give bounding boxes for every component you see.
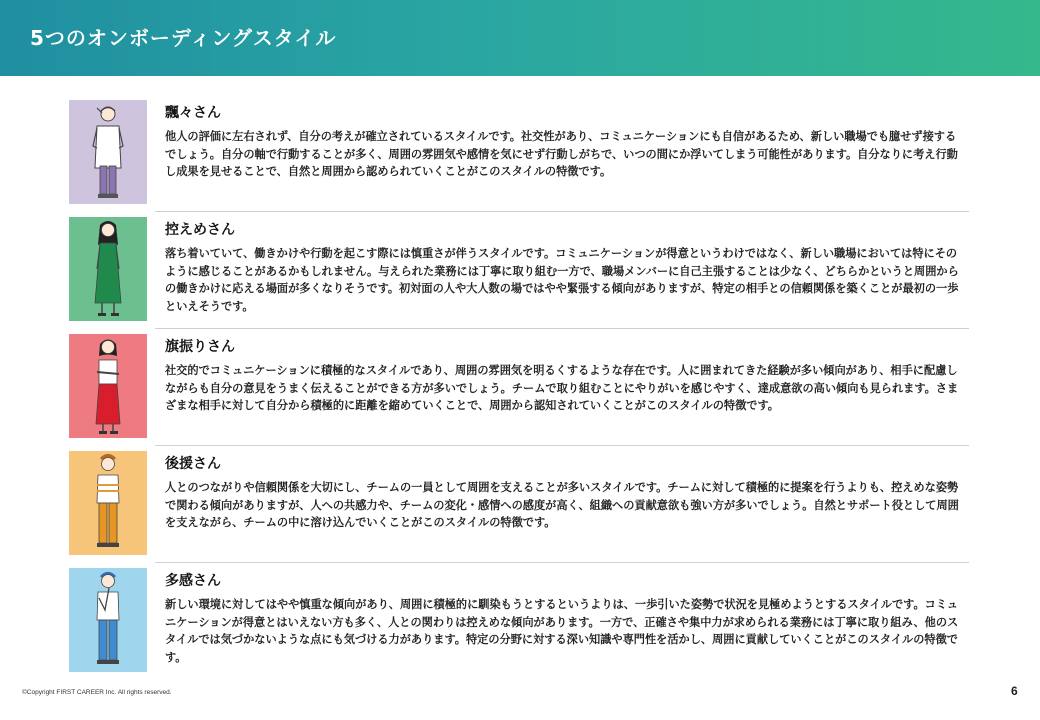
- style-description: 他人の評価に左右されず、自分の考えが確立されているスタイルです。社交性があり、コミュニケーションにも自信があるため、新しい職場でも臆せず接するでしょう。自分の軸で行動することが多く、周囲の雰囲気や感情を気にせず行動しがちで、いつの間にか浮いてしまう可能性があります。自分なりに考え行動し成果を見せることで、自然と周囲から認められていくことがこのスタイルの特徴です。: [165, 130, 958, 178]
- style-name: 控えめさん: [165, 222, 235, 238]
- style-text: [165, 453, 965, 532]
- style-text: [165, 219, 965, 315]
- style-description: 人とのつながりや信頼関係を大切にし、チームの一員として周囲を支えることが多いスタイルです。チームに対して積極的に提案を行うよりも、控えめな姿勢で関わる傾向がありますが、人への共感力や、チームの変化・感情への感度が高く、組織への貢献意欲も強い方が多いでしょう。自然とサポート役として周囲を支えながら、チームの中に溶け込んでいくことがこのスタイルの特徴です。: [165, 481, 959, 529]
- style-item: [69, 568, 969, 674]
- style-description: 社交的でコミュニケーションに積極的なスタイルであり、周囲の雰囲気を明るくするような存在です。人に囲まれてきた経験が多い傾向があり、相手に配慮しながらも自分の意見をうまく伝えることができる方が多いでしょう。チームで取り組むことにやりがいを感じやすく、達成意欲の高い傾向も見られます。さまざまな相手に対して自分から積極的に距離を縮めていくことで、周囲から認知されていくことがこのスタイルの特徴です。: [165, 364, 959, 412]
- person-arms-folded-icon: [69, 451, 147, 555]
- divider: [155, 211, 969, 212]
- divider: [155, 328, 969, 329]
- style-item: [69, 334, 969, 440]
- person-in-dress-icon: [69, 217, 147, 321]
- person-thinking-icon: [69, 568, 147, 672]
- style-name: 多感さん: [165, 573, 221, 589]
- style-text: [165, 570, 965, 666]
- header-bar: [0, 0, 1040, 76]
- style-text: [165, 102, 965, 181]
- style-name: 飄々さん: [165, 105, 221, 121]
- style-item: [69, 100, 969, 206]
- divider: [155, 562, 969, 563]
- page-number: 6: [1011, 684, 1018, 698]
- person-holding-head-icon: [69, 100, 147, 204]
- style-text: [165, 336, 965, 415]
- style-item: [69, 217, 969, 323]
- style-description: 新しい環境に対してはやや慎重な傾向があり、周囲に積極的に馴染もうとするというよりは、一歩引いた姿勢で状況を見極めようとするスタイルです。コミュニケーションが得意とはいえない方も多く、人との関わりは控えめな傾向があります。一方で、正確さや集中力が求められる業務には丁寧に取り組み、他のスタイルでは気づかないような点にも気づける力があります。特定の分野に対する深い知識や専門性を活かし、周囲に貢献していくことがこのスタイルの特徴です。: [165, 598, 959, 664]
- style-name: 旗振りさん: [165, 339, 235, 355]
- person-arms-crossed-icon: [69, 334, 147, 438]
- style-name: 後援さん: [165, 456, 221, 472]
- copyright-text: ©Copyright FIRST CAREER Inc. All rights reserved.: [22, 689, 172, 696]
- page-title: 5つのオンボーディングスタイル: [30, 26, 337, 50]
- style-description: 落ち着いていて、働きかけや行動を起こす際には慎重さが伴うスタイルです。コミュニケーションが得意というわけではなく、新しい職場においては特にそのように感じることがあるかもしれません。与えられた業務には丁寧に取り組む一方で、職場メンバーに自己主張することは少なく、どちらかというと周囲からの働きかけに応える場面が多くなりそうです。初対面の人や大人数の場ではやや緊張する傾向がありますが、特定の相手との信頼関係を築くことが最初の一歩といえそうです。: [165, 247, 959, 313]
- divider: [155, 445, 969, 446]
- style-item: [69, 451, 969, 557]
